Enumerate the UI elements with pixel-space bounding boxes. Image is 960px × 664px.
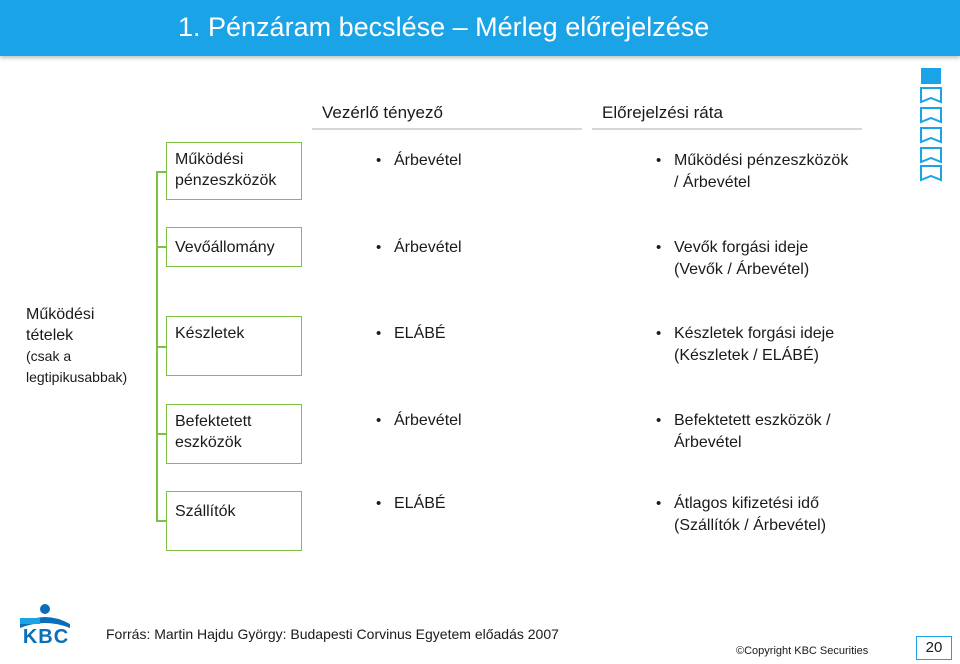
ratio-text-line1: Befektetett eszközök / (674, 412, 831, 429)
tree-branch-3 (156, 346, 166, 348)
operating-items-label (26, 304, 154, 388)
ratio-text-line1: Vevők forgási ideje (674, 239, 809, 256)
ratio-value (656, 150, 849, 194)
kbc-logo-text: KBC (22, 626, 70, 648)
balance-item-label: Készletek (175, 325, 245, 342)
tree-branch-1 (156, 171, 166, 173)
balance-item-label: pénzeszközök (175, 172, 277, 189)
operating-items-label-line3: (csak a (26, 348, 72, 364)
bullet-icon: • (376, 495, 382, 512)
ratio-text-line2: (Vevők / Árbevétel) (674, 261, 810, 278)
ratio-text-line2: / Árbevétel (674, 174, 751, 191)
ratio-text-line1: Átlagos kifizetési idő (674, 495, 819, 512)
ratio-value (656, 237, 810, 281)
driver-value (376, 237, 462, 259)
ratio-text-line1: Készletek forgási ideje (674, 325, 835, 342)
driver-value (376, 493, 446, 515)
driver-value (376, 410, 462, 432)
ratio-text-line2: (Készletek / ELÁBÉ) (674, 347, 819, 364)
bullet-icon: • (376, 239, 382, 256)
driver-value (376, 323, 446, 345)
driver-text: ELÁBÉ (394, 495, 446, 512)
bullet-icon: • (376, 325, 382, 342)
operating-items-label-line2: tételek (26, 327, 74, 344)
copyright-note: ©Copyright KBC Securities (736, 645, 869, 657)
driver-value (376, 150, 462, 172)
driver-text: ELÁBÉ (394, 325, 446, 342)
ratio-header-rule (592, 128, 862, 130)
slide-title: 1. Pénzáram becslése – Mérleg előrejelzése (178, 12, 710, 42)
ratio-text-line2: Árbevétel (674, 434, 742, 451)
bullet-icon: • (656, 239, 662, 256)
balance-item-box-fixed-assets (166, 404, 302, 464)
bullet-icon: • (656, 495, 662, 512)
tree-branch-4 (156, 433, 166, 435)
kbc-logo (14, 602, 76, 653)
bullet-icon: • (656, 152, 662, 169)
driver-text: Árbevétel (394, 152, 462, 169)
page-number: 20 (916, 636, 952, 660)
bullet-icon: • (656, 412, 662, 429)
balance-item-label: eszközök (175, 434, 242, 451)
balance-item-box-inventory (166, 316, 302, 376)
bullet-icon: • (656, 325, 662, 342)
driver-text: Árbevétel (394, 239, 462, 256)
balance-item-label: Működési (175, 151, 244, 168)
tree-branch-2 (156, 246, 166, 248)
ratio-value (656, 323, 835, 367)
balance-item-box-suppliers (166, 491, 302, 551)
balance-item-box-operating-cash (166, 142, 302, 200)
balance-item-label: Szállítók (175, 503, 236, 520)
ratio-value (656, 410, 831, 454)
driver-header-rule (312, 128, 582, 130)
bullet-icon: • (376, 152, 382, 169)
ratio-text-line1: Működési pénzeszközök (674, 152, 849, 169)
ratio-column-header: Előrejelzési ráta (602, 103, 723, 122)
bullet-icon: • (376, 412, 382, 429)
balance-item-label: Befektetett (175, 413, 252, 430)
driver-text: Árbevétel (394, 412, 462, 429)
operating-items-label-line1: Működési (26, 306, 95, 323)
ratio-text-line2: (Szállítók / Árbevétel) (674, 517, 827, 534)
stacked-arrow-decoration-icon (918, 66, 944, 187)
balance-item-label: Vevőállomány (175, 239, 275, 256)
balance-item-box-receivables (166, 227, 302, 267)
title-bar (0, 0, 960, 56)
source-note: Forrás: Martin Hajdu György: Budapesti Corvinus Egyetem előadás 2007 (106, 626, 559, 642)
operating-items-label-line4: legtipikusabbak) (26, 369, 128, 385)
driver-column-header: Vezérlő tényező (322, 103, 443, 122)
tree-branch-5 (156, 520, 166, 522)
ratio-value (656, 493, 827, 537)
